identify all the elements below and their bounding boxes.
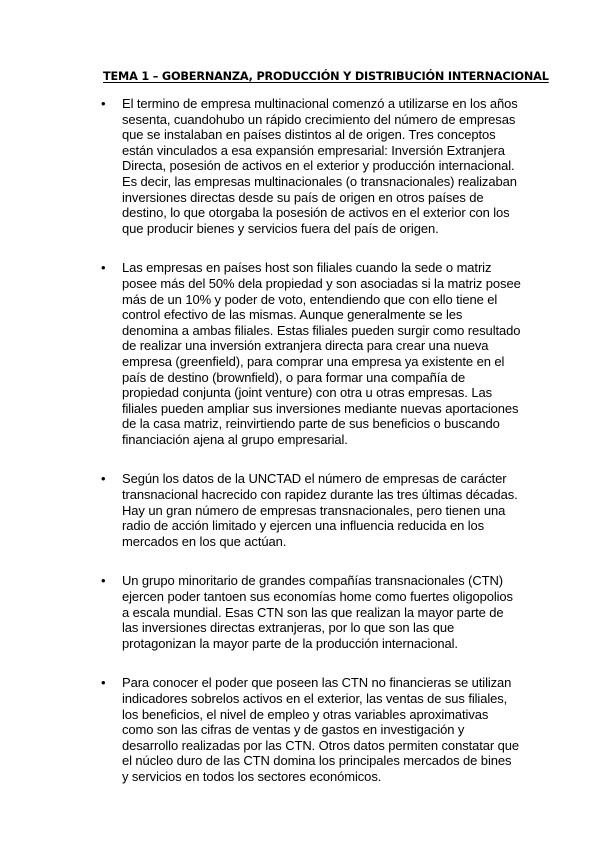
- bullet-icon: •: [101, 573, 106, 589]
- bullet-list: [101, 96, 521, 809]
- list-item: [101, 260, 521, 447]
- bullet-icon: •: [101, 675, 106, 691]
- bullet-icon: •: [101, 260, 106, 276]
- list-item: [101, 573, 521, 651]
- paragraph-text: El termino de empresa multinacional comenzó a utilizarse en los años sesenta, cuandohubo un rápido crecimiento del número de empresas que se instalaban en países distintos al de origen. Tres conceptos están vinculados a esa expansión empresarial: Inversión Extranjera Directa, posesión de activos en el exterior y producción internacional. Es decir, las empresas multinacionales (o transnacionales) realizaban inversiones directas desde su país de origen en otros países de destino, lo que otorgaba la posesión de activos en el exterior con los que producir bienes y servicios fuera del país de origen.: [122, 96, 518, 236]
- paragraph-text: Las empresas en países host son filiales cuando la sede o matriz posee más del 50% dela propiedad y son asociadas si la matriz posee más de un 10% y poder de voto, entendiendo que con ello tiene el control efectivo de las mismas. Aunque generalmente se les denomina a ambas filiales. Estas filiales pueden surgir como resultado de realizar una inversión extranjera directa para crear una nueva empresa (greenfield), para comprar una empresa ya existente en el país de destino (brownfield), o para formar una compañía de propiedad conjunta (joint venture) con otra u otras empresas. Las filiales pueden ampliar sus inversiones mediante nuevas aportaciones de la casa matriz, reinvirtiendo parte de sus beneficios o buscando financiación ajena al grupo empresarial.: [122, 260, 521, 447]
- bullet-icon: •: [101, 471, 106, 487]
- paragraph-text: Para conocer el poder que poseen las CTN no financieras se utilizan indicadores sobrelos activos en el exterior, las ventas de sus filiales, los beneficios, el nivel de empleo y otras variables aproximativas como son las cifras de ventas y de gastos en investigación y desarrollo realizadas por las CTN. Otros datos permiten constatar que el núcleo duro de las CTN domina los principales mercados de bines y servicios en todos los sectores económicos.: [122, 675, 520, 784]
- paragraph-text: Según los datos de la UNCTAD el número de empresas de carácter transnacional hacrecido con rapidez durante las tres últimas décadas. Hay un gran número de empresas transnacionales, pero tienen una radio de acción limitado y ejercen una influencia reducida en los mercados en los que actúan.: [122, 471, 518, 549]
- paragraph-text: Un grupo minoritario de grandes compañías transnacionales (CTN) ejercen poder tantoen sus economías home como fuertes oligopolios a escala mundial. Esas CTN son las que realizan la mayor parte de las inversiones directas extranjeras, por lo que son las que protagonizan la mayor parte de la producción internacional.: [122, 573, 513, 651]
- list-item: [101, 96, 521, 236]
- list-item: [101, 471, 521, 549]
- document-title: TEMA 1 – GOBERNANZA, PRODUCCIÓN Y DISTRIBUCIÓN INTERNACIONAL: [103, 70, 549, 83]
- list-item: [101, 675, 521, 784]
- bullet-icon: •: [101, 96, 106, 111]
